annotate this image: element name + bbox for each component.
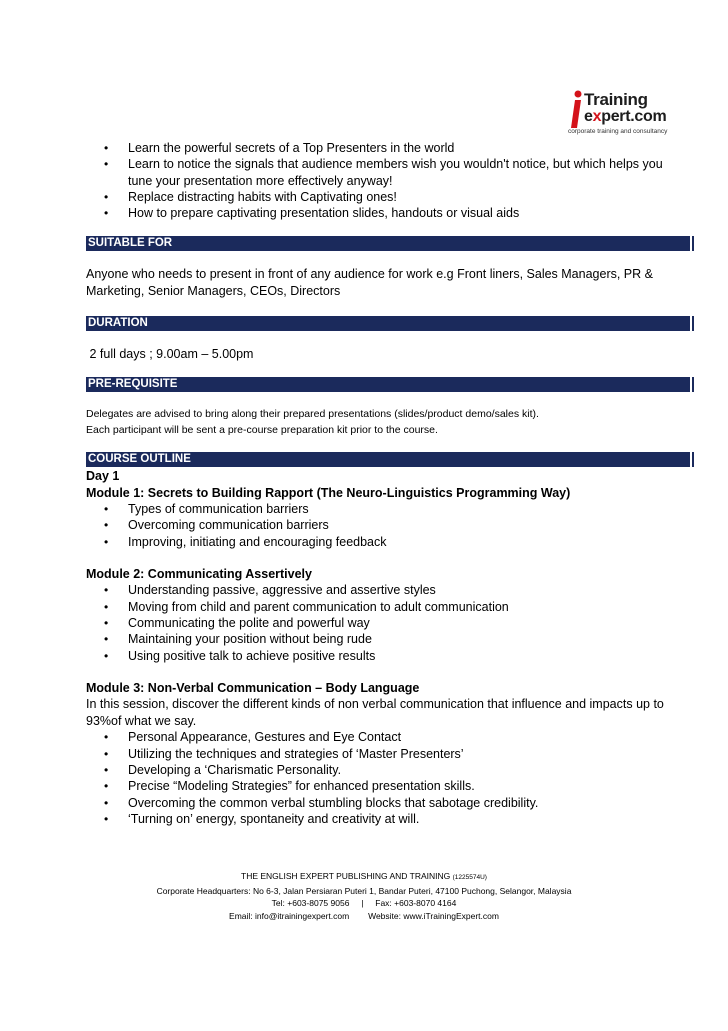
list-item: • Precise “Modeling Strategies” for enhanced presentation skills.: [86, 778, 692, 794]
intro-bullet-list: [86, 140, 676, 221]
prerequisite-line: Delegates are advised to bring along their prepared presentations (slides/product demo/sales kit).: [86, 408, 539, 420]
prerequisite-line: Each participant will be sent a pre-course preparation kit prior to the course.: [86, 424, 438, 436]
footer-address: Corporate Headquarters: No 6-3, Jalan Persiaran Puteri 1, Bandar Puteri, 47100 Puchong, Selangor, Malaysia: [156, 885, 572, 896]
footer: [0, 870, 728, 922]
list-item: • Types of communication barriers: [86, 501, 692, 517]
suitable-text: Anyone who needs to present in front of any audience for work e.g Front liners, Sales Managers, PR & Marketing, Senior Managers, CEOs, Directors: [86, 267, 653, 298]
list-item: • Personal Appearance, Gestures and Eye Contact: [86, 729, 692, 745]
list-item: • Learn to notice the signals that audience members wish you wouldn't notice, but which helps you tune your presentation more effectively anyway!: [86, 156, 676, 189]
logo-line1: Training: [584, 90, 648, 109]
company-logo: [566, 88, 678, 140]
list-item: • Moving from child and parent communication to adult communication: [86, 599, 692, 615]
module-3-list: [86, 729, 692, 827]
list-item: • Learn the powerful secrets of a Top Presenters in the world: [86, 140, 676, 156]
list-item: • Overcoming communication barriers: [86, 517, 692, 533]
footer-website: Website: www.iTrainingExpert.com: [368, 910, 499, 921]
duration-text: 2 full days ; 9.00am – 5.00pm: [86, 347, 254, 361]
list-item: • Understanding passive, aggressive and assertive styles: [86, 582, 692, 598]
list-item: • Overcoming the common verbal stumbling blocks that sabotage credibility.: [86, 795, 692, 811]
module-title: Module 2: Communicating Assertively: [86, 566, 312, 581]
section-heading-duration: DURATION: [86, 316, 692, 331]
module-title: Module 1: Secrets to Building Rapport (The Neuro-Linguistics Programming Way): [86, 485, 571, 500]
course-outline: [86, 468, 692, 827]
logo-line2: expert.com: [584, 108, 667, 125]
footer-company: THE ENGLISH EXPERT PUBLISHING AND TRAINING (1225574U): [241, 871, 487, 881]
logo-person-icon: [566, 90, 586, 128]
list-item: • Improving, initiating and encouraging feedback: [86, 534, 692, 550]
footer-email: Email: info@itrainingexpert.com: [229, 910, 350, 921]
module-1-list: [86, 501, 692, 550]
list-item: • Maintaining your position without being rude: [86, 631, 692, 647]
module-intro: In this session, discover the different kinds of non verbal communication that influence and impacts up to 93%of what we say.: [86, 697, 664, 728]
module-title: Module 3: Non-Verbal Communication – Body Language: [86, 680, 420, 695]
section-heading-outline: COURSE OUTLINE: [86, 452, 692, 467]
list-item: • How to prepare captivating presentation slides, handouts or visual aids: [86, 205, 676, 221]
list-item: • Replace distracting habits with Captivating ones!: [86, 189, 676, 205]
day-label: Day 1: [86, 469, 120, 483]
list-item: • ‘Turning on’ energy, spontaneity and creativity at will.: [86, 811, 692, 827]
list-item: • Using positive talk to achieve positive results: [86, 648, 692, 664]
logo-tagline: corporate training and consultancy: [568, 128, 668, 135]
list-item: • Communicating the polite and powerful way: [86, 615, 692, 631]
section-heading-prerequisite: PRE-REQUISITE: [86, 377, 692, 392]
list-item: • Developing a ‘Charismatic Personality.: [86, 762, 692, 778]
section-heading-suitable: SUITABLE FOR: [86, 236, 692, 251]
prerequisite-text: [86, 406, 692, 438]
footer-contact: [0, 910, 728, 923]
list-item: • Utilizing the techniques and strategies of ‘Master Presenters’: [86, 746, 692, 762]
footer-phone: Tel: +603-8075 9056 | Fax: +603-8070 4164: [271, 898, 457, 908]
module-2-list: [86, 582, 692, 663]
